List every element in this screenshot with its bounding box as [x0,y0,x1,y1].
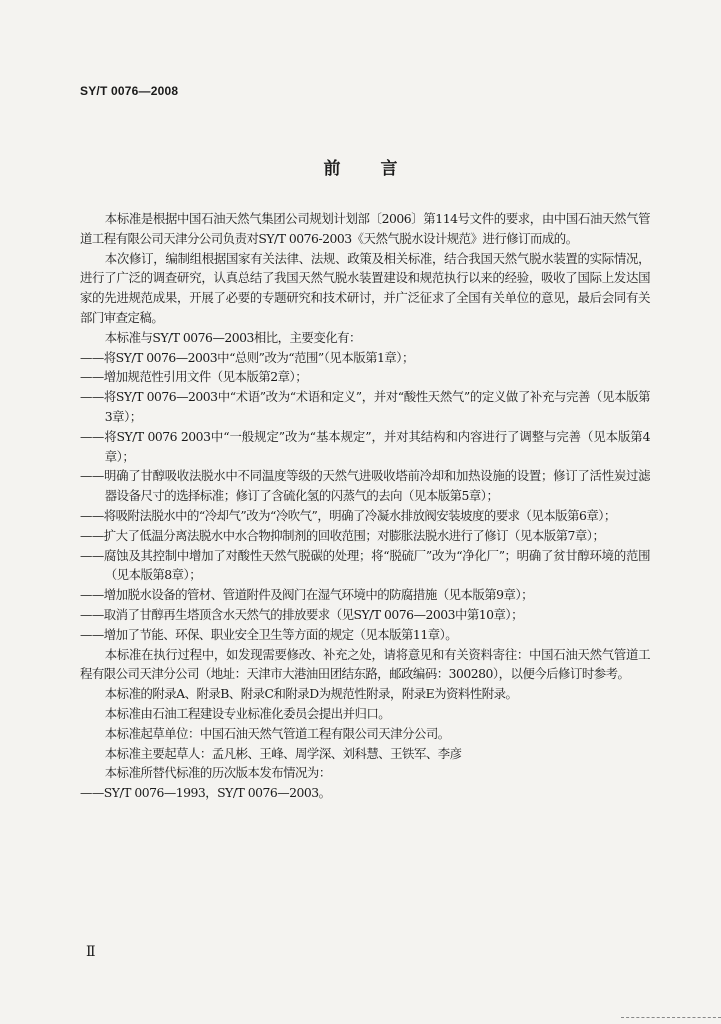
scan-edge-mark [621,1017,721,1019]
change-item: ——明确了甘醇吸收法脱水中不同温度等级的天然气进吸收塔前冷却和加热设施的设置；修订了活性炭过滤器设备尺寸的选择标准；修订了含硫化氢的闪蒸气的去向（见本版第5章）； [80,468,650,504]
foreword-body [80,209,650,803]
standard-code: SY/T 0076—2008 [80,84,179,98]
change-item: ——增加规范性引用文件（见本版第2章）； [80,369,308,385]
change-item: ——将SY/T 0076 2003中“一般规定”改为“基本规定”，并对其结构和内容进行了调整与完善（见本版第4章）； [80,428,650,464]
change-item: ——腐蚀及其控制中增加了对酸性天然气脱碳的处理；将“脱硫厂”改为“净化厂”；明确了贫甘醇环境的范围（见本版第8章）； [80,547,650,583]
paragraph-changes-lead: 本标准与SY/T 0076—2003相比，主要变化有： [104,329,361,345]
change-item: ——将SY/T 0076—2003中“术语”改为“术语和定义”，并对“酸性天然气”的定义做了补充与完善（见本版第3章）； [80,389,650,424]
change-item: ——增加脱水设备的管材、管道附件及阀门在湿气环境中的防腐措施（见本版第9章）； [80,587,534,603]
paragraph-proposer: 本标准由石油工程建设专业标准化委员会提出并归口。 [104,705,391,721]
change-item: ——将SY/T 0076—2003中“总则”改为“范围”（见本版第1章）； [80,349,414,365]
paragraph-drafters: 本标准主要起草人：孟凡彬、王峰、周学深、刘科慧、王铁军、李彦 [104,745,462,761]
paragraph-appendices: 本标准的附录A、附录B、附录C和附录D为规范性附录，附录E为资料性附录。 [104,686,518,702]
paragraph-history-lead: 本标准所替代标准的历次版本发布情况为： [104,765,331,781]
previous-editions: ——SY/T 0076—1993，SY/T 0076—2003。 [80,785,331,801]
page-title: 前言 [323,159,438,179]
change-item: ——扩大了低温分离法脱水中水合物抑制剂的回收范围；对膨胀法脱水进行了修订（见本版第7章）； [80,527,605,543]
paragraph-intro: 本标准是根据中国石油天然气集团公司规划计划部〔2006〕第114号文件的要求，由中国石油天然气管道工程有限公司天津分公司负责对SY/T 0076-2003《天然气脱水设计规范》进行修订而成的。 [80,211,650,246]
change-item: ——将吸附法脱水中的“冷却气”改为“冷吹气”，明确了冷凝水排放阀安装坡度的要求（见本版第6章）； [80,507,616,523]
page-number: Ⅱ [86,944,97,960]
paragraph-drafting-unit: 本标准起草单位：中国石油天然气管道工程有限公司天津分公司。 [104,725,450,741]
change-item: ——取消了甘醇再生塔顶含水天然气的排放要求（见SY/T 0076—2003中第10章）； [80,606,524,622]
paragraph-revision: 本次修订，编制组根据国家有关法律、法规、政策及相关标准，结合我国天然气脱水装置的实际情况，进行了广泛的调查研究，认真总结了我国天然气脱水装置建设和规范执行以来的经验，吸收了国际上发达国家的先进规范成果，开展了必要的专题研究和技术研讨，并广泛征求了全国有关单位的意见，最后会同有关部门审查定稿。 [80,250,650,325]
paragraph-feedback: 本标准在执行过程中，如发现需要修改、补充之处，请将意见和有关资料寄往：中国石油天然气管道工程有限公司天津分公司（地址：天津市大港油田团结东路，邮政编码：300280），以便今后修订时参考。 [80,646,650,682]
change-item: ——增加了节能、环保、职业安全卫生等方面的规定（见本版第11章）。 [80,626,458,642]
